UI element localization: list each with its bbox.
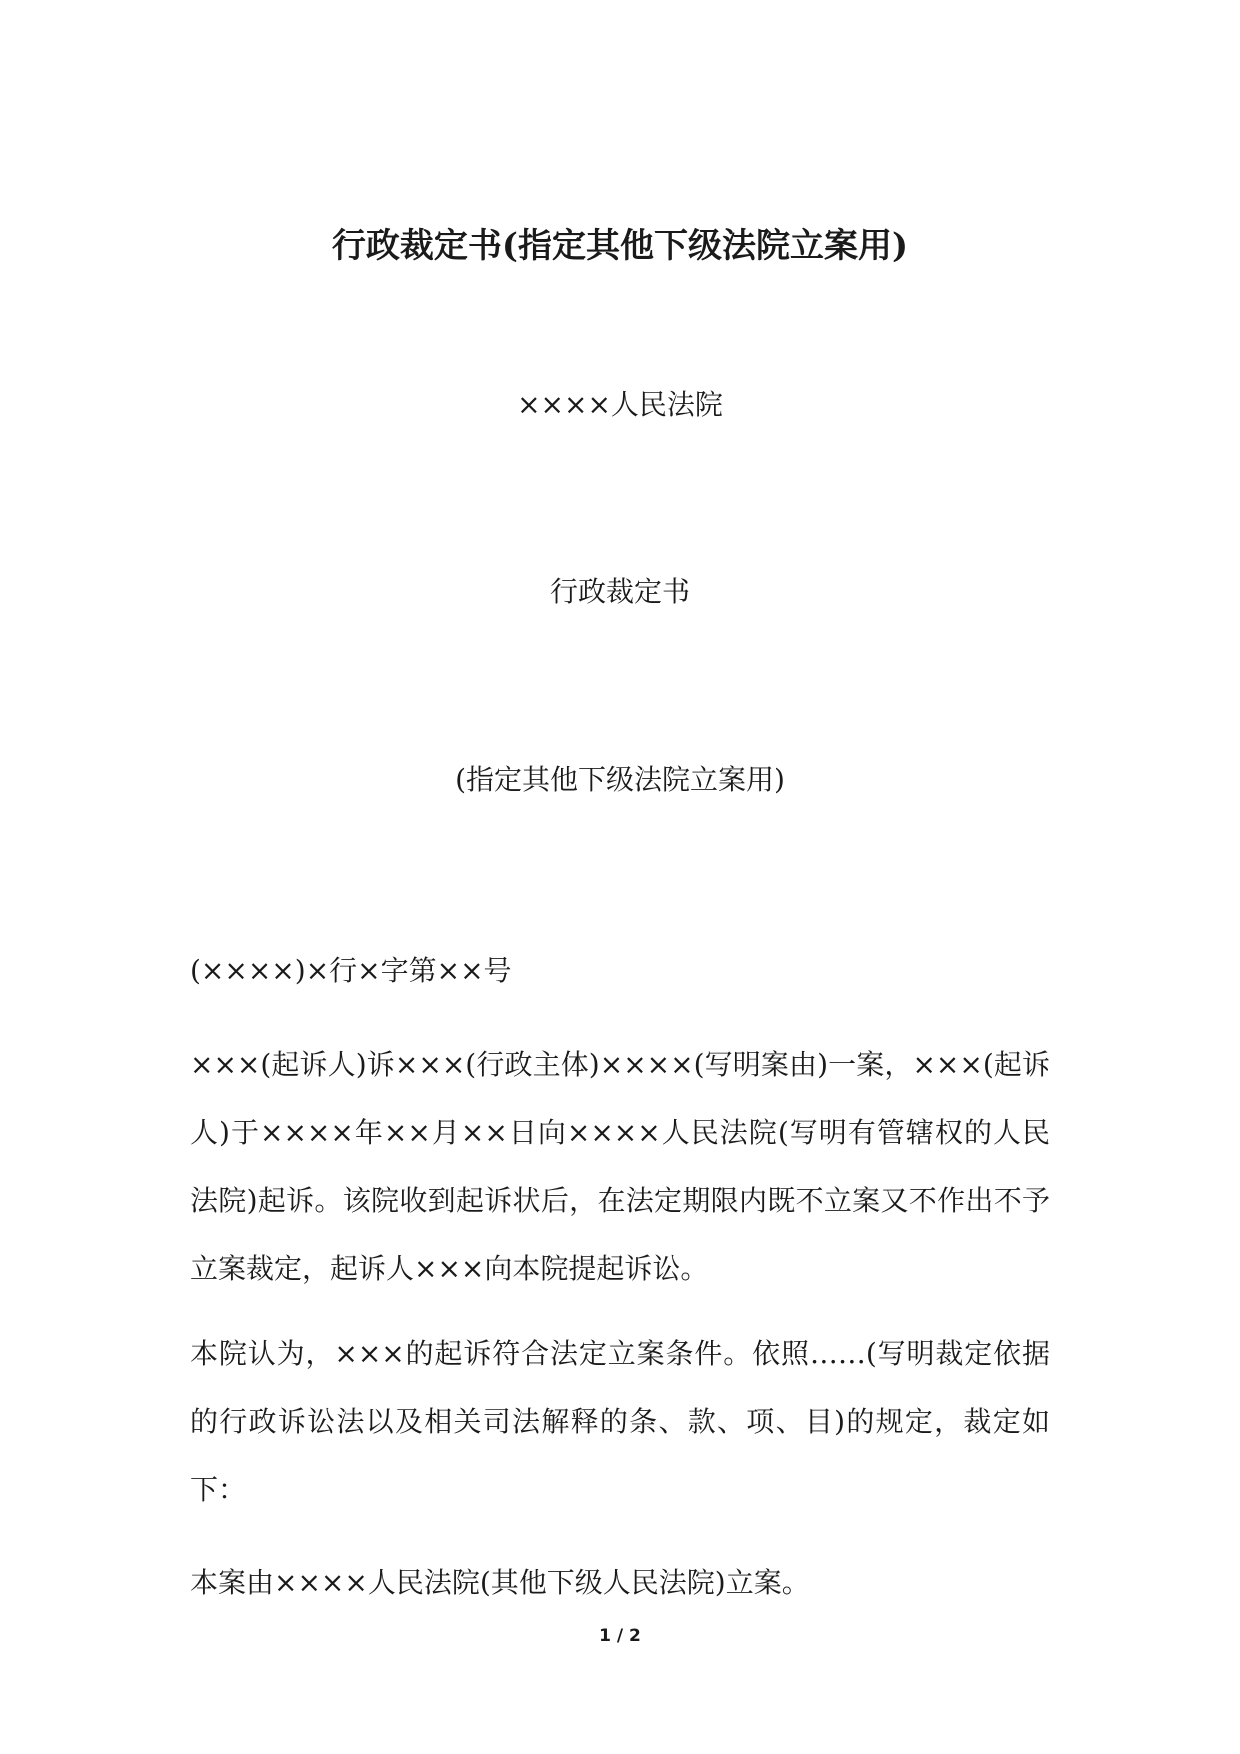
document-title: 行政裁定书(指定其他下级法院立案用) [331,226,909,266]
paragraph-case-facts: ×××(起诉人)诉×××(行政主体)××××(写明案由)一案，×××(起诉人)于××××年××月××日向××××人民法院(写明有管辖权的人民法院)起诉。该院收到起诉状后，在法定期限内既不立案又不作出不予立案裁定，起诉人×××向本院提起诉讼。 [190,1048,1050,1285]
court-name: ××××人民法院 [517,388,723,421]
case-number: (××××)×行×字第××号 [190,954,512,987]
document-subtype: (指定其他下级法院立案用) [455,763,785,796]
paragraph-ruling: 本案由××××人民法院(其他下级人民法院)立案。 [190,1566,810,1599]
document-type: 行政裁定书 [549,575,690,608]
paragraph-court-opinion: 本院认为，×××的起诉符合法定立案条件。依照……(写明裁定依据的行政诉讼法以及相关司法解释的条、款、项、目)的规定，裁定如下： [190,1337,1050,1506]
page-indicator: 1 / 2 [599,1626,641,1646]
